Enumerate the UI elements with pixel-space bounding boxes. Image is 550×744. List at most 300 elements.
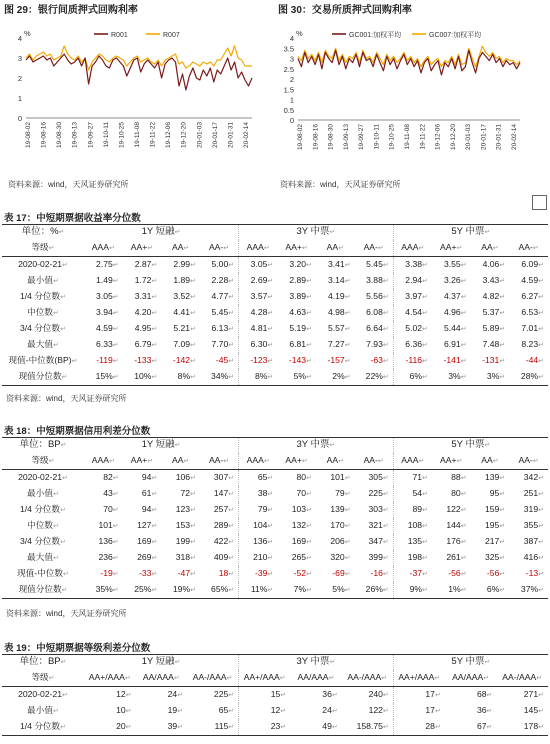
table-cell: -131↵ — [482, 355, 506, 365]
table-cell: 4.82↵ — [482, 291, 506, 301]
table-cell: 123↵ — [175, 504, 196, 514]
table-cell: 4.95↵ — [134, 323, 158, 333]
group-header-label: 1Y 短融 — [141, 226, 175, 237]
x-tick-label: 20-01-17 — [211, 122, 219, 149]
table-cell: 240↵ — [368, 689, 389, 699]
table-cell: 49↵ — [290, 719, 342, 736]
table-cell: 2.89↵ — [289, 275, 312, 285]
table-row — [2, 305, 548, 321]
x-tick-label: 20-01-31 — [227, 122, 235, 149]
table-cell: 355↵ — [523, 520, 544, 530]
group-header: 1Y 短融↵ — [84, 225, 239, 241]
table-row — [2, 719, 548, 736]
column-header-label: AAA — [91, 242, 109, 252]
table-cell: 22%↵ — [355, 369, 394, 386]
table-cell: 261↵ — [446, 552, 467, 562]
column-header-label: AA — [171, 242, 184, 252]
table-row — [2, 687, 548, 704]
table-cell: 17↵ — [393, 687, 445, 704]
table-cell: 4.98↵ — [327, 307, 351, 317]
group-header: 1Y 短融↵ — [84, 438, 239, 454]
column-header: AA+↵ — [277, 453, 316, 470]
table-cell: 5.89↵ — [482, 323, 506, 333]
row-label: 3/4 分位数↵ — [20, 323, 66, 333]
table-cell: 6.53↵ — [521, 307, 544, 317]
table-cell: 1.89↵ — [173, 275, 196, 285]
table-cell: 4.54↵ — [393, 305, 432, 321]
column-header: AA-↵ — [200, 453, 239, 470]
table-cell: 36↵ — [476, 705, 493, 715]
group-header: 5Y 中票↵ — [393, 438, 548, 454]
table-cell: 3.31↵ — [134, 291, 158, 301]
chart-exchange-repo — [274, 14, 550, 174]
table-cell: 18↵ — [218, 568, 235, 578]
table-cell: 153↵ — [175, 520, 196, 530]
x-tick-label: 19-08-02 — [297, 124, 304, 151]
column-header: AA+↵ — [432, 453, 471, 470]
table-cell: -56↵ — [486, 568, 506, 578]
column-header-label: AA-/AAA — [502, 672, 537, 682]
table-cell: 6%↵ — [471, 582, 510, 599]
x-tick-label: 19-08-30 — [56, 122, 64, 149]
table-cell: 72↵ — [180, 488, 196, 498]
x-tick-label: 19-12-06 — [434, 124, 442, 151]
table-row — [2, 703, 548, 719]
x-tick-label: 19-11-22 — [149, 122, 157, 148]
x-tick-label: 20-02-14 — [243, 122, 250, 149]
table-cell: 159↵ — [485, 504, 506, 514]
table-cell: 136↵ — [98, 536, 119, 546]
table-cell: 319↵ — [523, 504, 544, 514]
table-cell: -16↵ — [370, 568, 389, 578]
x-tick-label: 19-08-02 — [25, 122, 32, 149]
group-header-label: 3Y 中票 — [296, 656, 330, 667]
grade-label: 等级 — [31, 672, 49, 682]
table-row — [2, 273, 548, 289]
column-header: AA+/AAA↵ — [393, 670, 445, 687]
table-cell: 6.27↵ — [521, 291, 544, 301]
table-cell: 2%↵ — [316, 369, 355, 386]
column-header: AA-↵ — [509, 240, 548, 257]
table-cell: 307↵ — [213, 472, 235, 482]
y-tick-label: 4 — [17, 34, 22, 43]
unit-cell: 单位：%↵ — [2, 225, 84, 241]
x-tick-label: 19-10-11 — [102, 122, 110, 148]
x-tick-label: 19-12-20 — [449, 124, 457, 151]
table-cell: 3.57↵ — [239, 289, 278, 305]
x-tick-label: 20-01-31 — [495, 124, 503, 151]
table-cell: 71↵ — [393, 470, 432, 487]
y-tick-label: 3 — [289, 54, 294, 64]
row-label: 1/4 分位数↵ — [20, 291, 66, 301]
column-header: AAA↵ — [84, 240, 123, 257]
column-header: AA↵ — [316, 240, 355, 257]
table-cell: 17↵ — [393, 703, 445, 719]
column-header-label: AA- — [363, 242, 378, 252]
column-header: AAA↵ — [239, 240, 278, 257]
unit-label: 单位： — [19, 439, 48, 450]
table-cell: 67↵ — [445, 719, 497, 736]
table-cell: -56↵ — [448, 568, 467, 578]
table-cell: 269↵ — [137, 552, 158, 562]
table-cell: -19↵ — [100, 568, 119, 578]
row-label: 现值-中位数(BP)↵ — [8, 355, 78, 365]
column-header-label: AA-/AAA — [192, 672, 227, 682]
y-tick-label: 1 — [17, 94, 22, 103]
column-header-label: AA+ — [440, 242, 457, 252]
table-cell: 6%↵ — [393, 369, 432, 386]
table-cell: 7.09↵ — [173, 339, 196, 349]
table-cell: 178↵ — [496, 719, 548, 736]
table-cell: 6.64↵ — [366, 323, 389, 333]
column-header: AA/AAA↵ — [136, 670, 188, 687]
table-row — [2, 470, 548, 487]
grade-label-cell: 等级↵ — [2, 670, 84, 687]
table-cell: -39↵ — [239, 566, 278, 582]
table-cell: 82↵ — [103, 472, 119, 482]
table-cell: 5%↵ — [316, 582, 355, 599]
table-17-title: 表 17：中短期票据收益率分位数 — [4, 213, 141, 224]
table-cell: 4.28↵ — [239, 305, 278, 321]
table-cell: 127↵ — [137, 520, 158, 530]
grade-label: 等级 — [31, 455, 49, 465]
column-header-label: AA-/AAA — [347, 672, 382, 682]
table-cell: 145↵ — [523, 705, 544, 715]
row-label: 1/4 分位数↵ — [20, 504, 66, 514]
table-cell: 7.27↵ — [327, 339, 351, 349]
table-cell: 198↵ — [393, 550, 432, 566]
row-label: 2020-02-21↵ — [18, 259, 68, 269]
column-header-label: AA+ — [285, 455, 302, 465]
table-cell: 169↵ — [137, 536, 158, 546]
table-cell: 321↵ — [368, 520, 389, 530]
column-header-label: AAA — [401, 455, 419, 465]
table-cell: 135↵ — [393, 534, 432, 550]
table-cell: 43↵ — [103, 488, 119, 498]
column-header-label: AA- — [518, 455, 533, 465]
row-label: 中位数↵ — [27, 307, 59, 317]
x-tick-label: 19-09-27 — [358, 124, 366, 151]
table-cell: 23↵ — [239, 719, 291, 736]
x-tick-label: 19-10-11 — [373, 124, 381, 150]
table-18-source: 资料来源：wind，天风证券研究所 — [6, 609, 127, 618]
table-cell: 5.02↵ — [393, 321, 432, 337]
table-cell: -143↵ — [288, 355, 312, 365]
table-cell: 26%↵ — [355, 582, 394, 599]
table-cell: 409↵ — [213, 552, 235, 562]
table-cell: 139↵ — [330, 504, 351, 514]
column-header: AA-↵ — [509, 453, 548, 470]
table-cell: 7.93↵ — [366, 339, 389, 349]
table-cell: 195↵ — [485, 520, 506, 530]
table-cell: -119↵ — [96, 355, 119, 365]
x-tick-label: 19-10-25 — [118, 122, 126, 149]
table-cell: 4.41↵ — [173, 307, 196, 317]
column-header-label: AA — [171, 455, 184, 465]
figure-30-source: 资料来源：wind，天风证券研究所 — [280, 180, 401, 189]
column-header-label: AA+ — [130, 242, 148, 252]
table-cell: 34%↵ — [200, 369, 239, 386]
y-tick-label: 0 — [289, 116, 294, 125]
table-cell: 10↵ — [116, 705, 132, 715]
table-cell: 132↵ — [291, 520, 312, 530]
table-cell: 5.44↵ — [443, 323, 467, 333]
table-cell: 3%↵ — [471, 369, 510, 386]
table-cell: 4.06↵ — [482, 259, 506, 269]
unit-value: BP — [47, 439, 61, 450]
table-cell: 7%↵ — [277, 582, 316, 599]
column-header-label: AA+ — [285, 242, 302, 252]
table-cell: 38↵ — [239, 486, 278, 502]
table-cell: -45↵ — [215, 355, 235, 365]
table-cell: 5.37↵ — [482, 307, 506, 317]
table-cell: 106↵ — [175, 472, 196, 482]
column-header: AA↵ — [471, 453, 510, 470]
column-header: AA+↵ — [432, 240, 471, 257]
y-tick-label: 3 — [17, 54, 22, 63]
column-header: AA-/AAA↵ — [187, 670, 239, 687]
x-tick-label: 20-01-17 — [480, 124, 488, 151]
table-cell: 2.28↵ — [211, 275, 235, 285]
table-cell: 12↵ — [239, 703, 291, 719]
table-cell: -133↵ — [134, 355, 158, 365]
column-header: AA-↵ — [200, 240, 239, 257]
table-cell: 79↵ — [239, 502, 278, 518]
row-label: 最小值↵ — [27, 275, 59, 285]
group-header-label: 1Y 短融 — [141, 656, 175, 667]
table-cell: 325↵ — [485, 552, 506, 562]
table-cell: 4.20↵ — [134, 307, 158, 317]
table-cell: 144↵ — [446, 520, 467, 530]
table-cell: 303↵ — [368, 504, 389, 514]
table-18-title: 表 18：中短期票据信用利差分位数 — [4, 426, 151, 437]
table-row — [2, 486, 548, 502]
table-cell: 79↵ — [335, 488, 351, 498]
column-header-label: AAA — [246, 455, 264, 465]
y-tick-label: 2 — [289, 75, 294, 84]
table-cell: 347↵ — [368, 536, 389, 546]
unit-label: 单位： — [19, 656, 48, 667]
grade-label-cell: 等级↵ — [2, 453, 84, 470]
table-cell: 5.45↵ — [366, 259, 389, 269]
table-cell: 1.49↵ — [96, 275, 119, 285]
table-cell: 9%↵ — [393, 582, 432, 599]
table-cell: 199↵ — [175, 536, 196, 546]
table-cell: 305↵ — [368, 472, 389, 482]
y-unit-label: % — [296, 29, 303, 38]
table-cell: 103↵ — [291, 504, 312, 514]
x-tick-label: 19-11-22 — [419, 124, 427, 150]
table-cell: -141↵ — [443, 355, 467, 365]
table-row — [2, 337, 548, 353]
column-header-label: AA+/AAA — [88, 672, 125, 682]
column-header-label: AA/AAA — [297, 672, 329, 682]
table-cell: 1%↵ — [432, 582, 471, 599]
table-cell: 5.56↵ — [366, 291, 389, 301]
x-tick-label: 19-10-25 — [388, 124, 396, 151]
table-cell: 5.19↵ — [289, 323, 312, 333]
table-cell: 342↵ — [523, 472, 544, 482]
column-header: AA↵ — [471, 240, 510, 257]
column-header: AA+/AAA↵ — [239, 670, 291, 687]
table-cell: 399↵ — [368, 552, 389, 562]
y-tick-label: 2 — [17, 74, 22, 83]
table-cell: 217↵ — [485, 536, 506, 546]
x-tick-label: 19-11-08 — [134, 122, 141, 148]
table-cell: 68↵ — [476, 689, 493, 699]
y-tick-label: 1.5 — [283, 85, 294, 95]
table-cell: 20↵ — [84, 719, 136, 736]
table-cell: -123↵ — [239, 353, 278, 369]
unit-cell: 单位：BP↵ — [2, 655, 84, 671]
table-cell: 6.91↵ — [443, 339, 467, 349]
table-cell: 104↵ — [239, 518, 278, 534]
table-cell: 6.79↵ — [134, 339, 158, 349]
table-cell: 12↵ — [116, 689, 132, 699]
table-cell: 318↵ — [175, 552, 196, 562]
table-cell: 265↵ — [291, 552, 312, 562]
column-header-label: AA/AAA — [142, 672, 174, 682]
table-cell: 6.81↵ — [289, 339, 312, 349]
column-header: AA-↵ — [355, 453, 394, 470]
table-cell: -13↵ — [525, 568, 544, 578]
table-cell: 2.75↵ — [96, 259, 119, 269]
table-cell: 4.77↵ — [211, 291, 235, 301]
table-cell: 416↵ — [523, 552, 544, 562]
column-header-label: AA+ — [440, 455, 457, 465]
table-cell: 2.69↵ — [239, 273, 278, 289]
x-tick-label: 20-02-14 — [511, 124, 518, 151]
table-cell: 8%↵ — [161, 369, 200, 386]
table-cell: 387↵ — [523, 536, 544, 546]
x-tick-label: 19-09-13 — [342, 124, 350, 151]
table-cell: 4.81↵ — [239, 321, 278, 337]
corner-checkbox — [532, 195, 547, 210]
group-header-label: 5Y 中票 — [451, 656, 485, 667]
table-cell: 3.43↵ — [482, 275, 506, 285]
series-line-1 — [298, 46, 520, 66]
column-header: AA-↵ — [355, 240, 394, 257]
table-cell: -37↵ — [393, 566, 432, 582]
column-header-label: AAA — [401, 242, 419, 252]
column-header-label: AA — [481, 455, 493, 465]
table-19-grade-spread-percentiles — [2, 654, 548, 736]
table-cell: 7.70↵ — [211, 339, 235, 349]
table-cell: 5.21↵ — [173, 323, 196, 333]
table-cell: 94↵ — [141, 472, 158, 482]
column-header: AAA↵ — [84, 453, 123, 470]
table-cell: 115↵ — [187, 719, 239, 736]
table-cell: 3.38↵ — [393, 257, 432, 274]
table-cell: 6.09↵ — [521, 259, 544, 269]
x-tick-label: 19-11-08 — [404, 124, 411, 150]
table-cell: 3.97↵ — [393, 289, 432, 305]
column-header-label: AAA — [91, 455, 109, 465]
table-cell: 94↵ — [141, 504, 158, 514]
table-cell: 108↵ — [393, 518, 432, 534]
table-cell: 289↵ — [213, 520, 235, 530]
column-header: AA↵ — [161, 453, 200, 470]
x-tick-label: 19-12-06 — [165, 122, 173, 149]
table-cell: 70↵ — [296, 488, 312, 498]
table-cell: 2.94↵ — [393, 273, 432, 289]
table-cell: 4.37↵ — [443, 291, 467, 301]
table-cell: 170↵ — [330, 520, 351, 530]
table-cell: 36↵ — [322, 689, 338, 699]
group-header-label: 1Y 短融 — [141, 439, 175, 450]
y-tick-label: 2.5 — [283, 64, 294, 74]
x-tick-label: 19-08-16 — [40, 122, 48, 149]
table-cell: 5.45↵ — [211, 307, 235, 317]
table-cell: 4.19↵ — [327, 291, 351, 301]
table-cell: -69↵ — [332, 568, 351, 578]
figure-29-title: 图 29：银行间质押式回购利率 — [4, 5, 138, 16]
row-label: 现值分位数↵ — [2, 369, 84, 386]
table-cell: 6.30↵ — [239, 337, 278, 353]
y-tick-label: 4 — [289, 34, 294, 43]
group-header-label: 3Y 中票 — [296, 439, 330, 450]
row-label: 2020-02-21↵ — [18, 472, 68, 482]
table-cell: 122↵ — [446, 504, 467, 514]
table-cell: 39↵ — [136, 719, 188, 736]
row-label: 3/4 分位数↵ — [20, 536, 66, 546]
table-cell: 35%↵ — [84, 582, 123, 599]
grade-label-cell: 等级↵ — [2, 240, 84, 257]
column-header-label: AA+/AAA — [243, 672, 280, 682]
table-cell: 3.41↵ — [327, 259, 351, 269]
table-17-yield-percentiles — [2, 224, 548, 386]
table-cell: -116↵ — [393, 353, 432, 369]
x-tick-label: 20-01-03 — [465, 124, 473, 151]
table-cell: 236↵ — [98, 552, 119, 562]
chart-interbank-repo — [0, 14, 272, 174]
row-label: 2020-02-21↵ — [18, 689, 68, 699]
column-header-label: AA — [481, 242, 493, 252]
column-header: AA↵ — [316, 453, 355, 470]
table-cell: 6.08↵ — [366, 307, 389, 317]
legend-label: GC001:加权平均 — [349, 32, 402, 39]
column-header-label: AA — [326, 242, 339, 252]
table-cell: 80↵ — [451, 488, 467, 498]
table-row — [2, 369, 548, 386]
column-header: AA+↵ — [123, 453, 162, 470]
unit-value: % — [50, 226, 59, 237]
table-cell: -63↵ — [370, 355, 389, 365]
y-tick-label: 1 — [289, 95, 294, 105]
table-cell: 5.00↵ — [211, 259, 235, 269]
group-header: 5Y 中票↵ — [393, 225, 548, 241]
table-cell: 2.99↵ — [173, 259, 196, 269]
table-row — [2, 582, 548, 599]
row-label: 最大值↵ — [27, 552, 59, 562]
table-row — [2, 534, 548, 550]
table-cell: 3.88↵ — [366, 275, 389, 285]
group-header: 5Y 中票↵ — [393, 655, 548, 671]
table-cell: 147↵ — [213, 488, 235, 498]
table-cell: 15↵ — [239, 687, 291, 704]
table-17-source: 资料来源：wind，天风证券研究所 — [6, 394, 127, 403]
table-row — [2, 257, 548, 274]
column-header-label: AAA — [246, 242, 264, 252]
column-header-label: AA+/AAA — [398, 672, 435, 682]
x-tick-label: 19-09-27 — [87, 122, 95, 149]
column-header: AA/AAA↵ — [290, 670, 342, 687]
row-label: 现值-中位数↵ — [17, 568, 69, 578]
table-cell: 25%↵ — [123, 582, 162, 599]
legend-label: R001 — [111, 32, 128, 39]
table-cell: 6.33↵ — [96, 339, 119, 349]
table-cell: 225↵ — [368, 488, 389, 498]
